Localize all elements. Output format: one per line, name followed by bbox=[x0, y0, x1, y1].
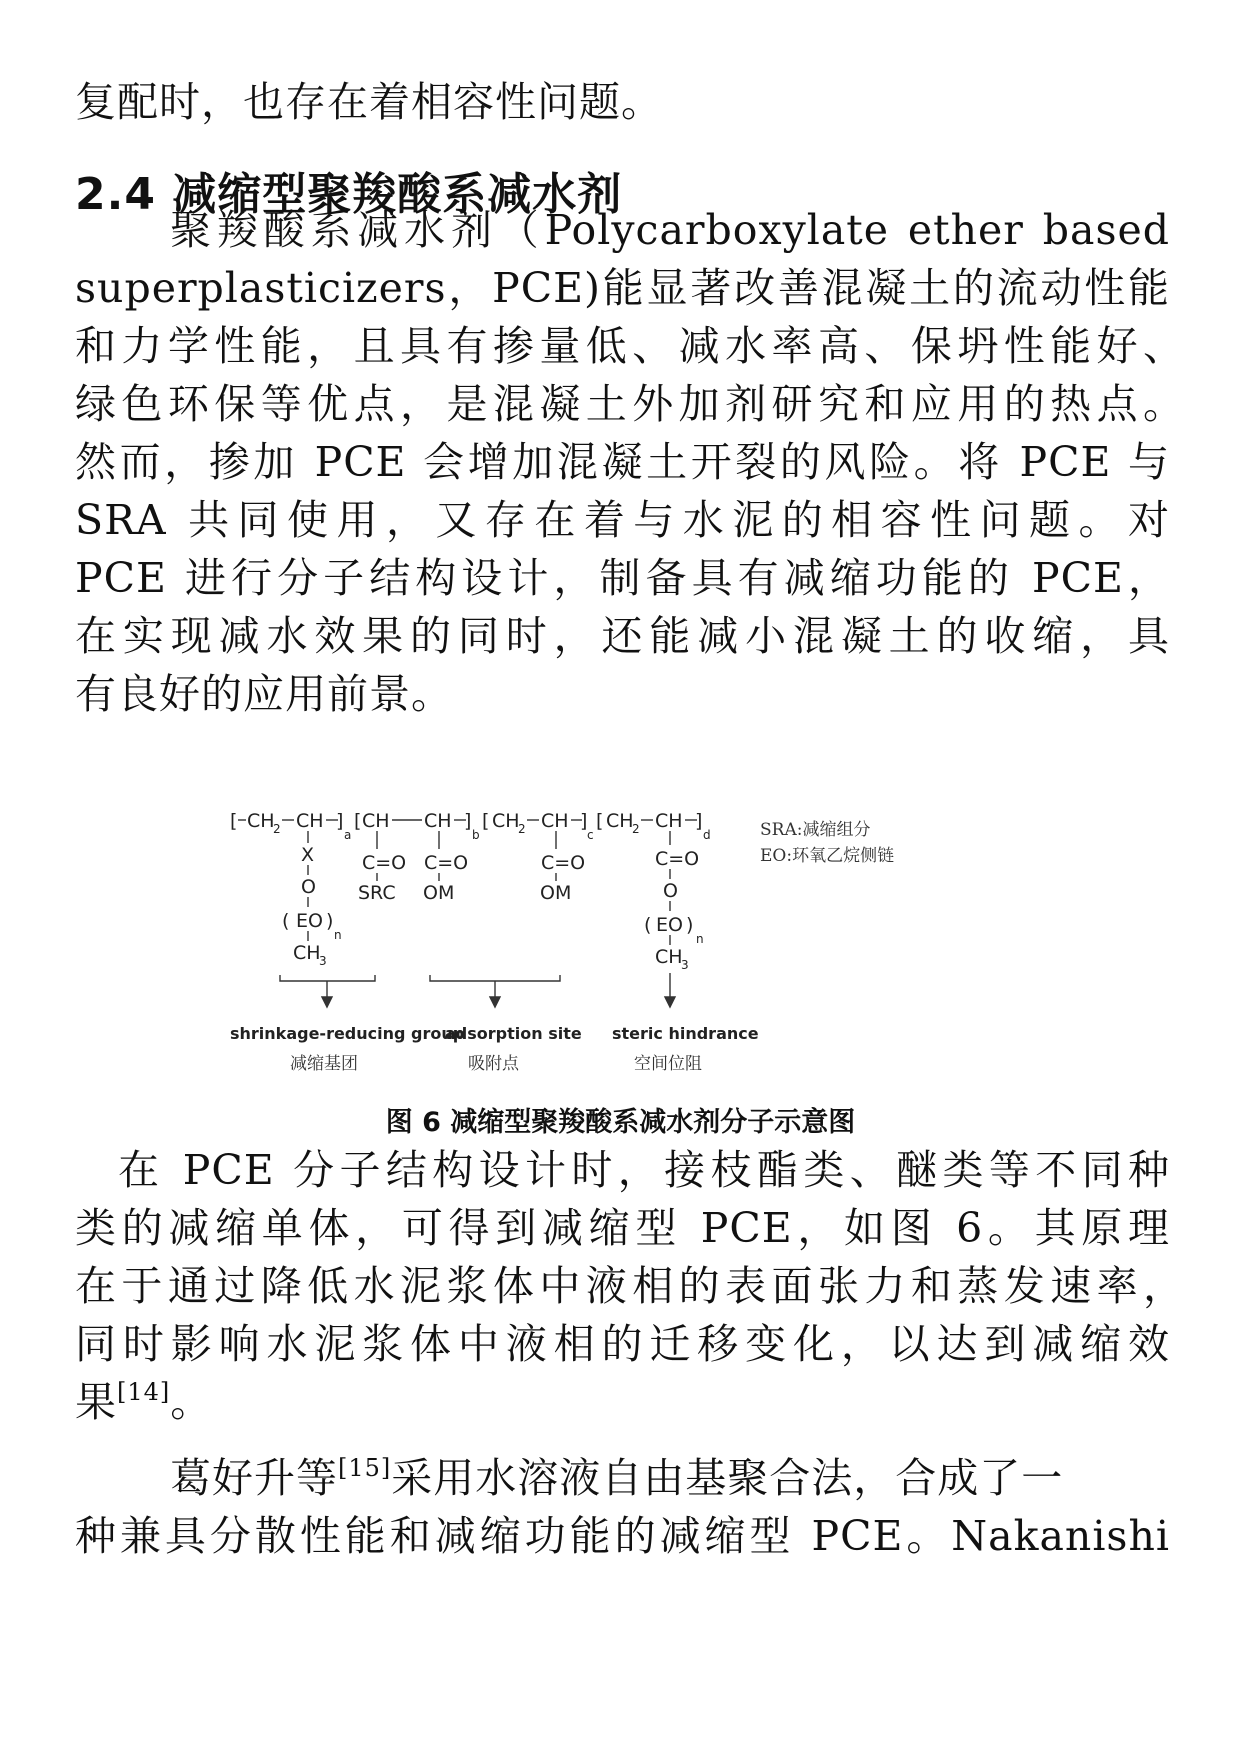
bracket-open: [ bbox=[354, 810, 362, 832]
text-line: 在 PCE 分子结构设计时，接枝酯类、醚类等不同种 bbox=[118, 1146, 1170, 1194]
text-line: PCE 进行分子结构设计，制备具有减缩功能的 PCE， bbox=[75, 554, 1170, 602]
group-label-en: adsorption site bbox=[445, 1024, 582, 1043]
sub-label: 2 bbox=[518, 822, 526, 836]
molecule-figure bbox=[230, 805, 1030, 1095]
om-label: OM bbox=[423, 882, 455, 904]
bracket-open: [ bbox=[230, 810, 238, 832]
sub-label: 2 bbox=[632, 822, 640, 836]
bracket-open: [ bbox=[596, 810, 604, 832]
paren: ) bbox=[686, 914, 694, 936]
bracket bbox=[430, 975, 560, 981]
bracket-open: [ bbox=[482, 810, 490, 832]
sub-label: 3 bbox=[319, 954, 327, 968]
x-label: X bbox=[301, 844, 315, 866]
sub-label: 3 bbox=[681, 958, 689, 972]
o-label: O bbox=[663, 880, 678, 902]
group-label-zh: 吸附点 bbox=[468, 1054, 519, 1074]
text-line: 绿色环保等优点，是混凝土外加剂研究和应用的热点。 bbox=[75, 380, 1185, 428]
co-label: C=O bbox=[424, 852, 469, 874]
subscript-d: d bbox=[703, 828, 711, 842]
n-label: n bbox=[696, 932, 704, 946]
section-heading: 2.4 减缩型聚羧酸系减水剂 bbox=[75, 169, 623, 220]
text-line bbox=[75, 1372, 1170, 1432]
subscript-b: b bbox=[472, 828, 480, 842]
subscript-a: a bbox=[344, 828, 352, 842]
subscript-c: c bbox=[587, 828, 594, 842]
text-line: 有良好的应用前景。 bbox=[75, 670, 453, 718]
eo-label: EO bbox=[656, 914, 683, 936]
citation: [14] bbox=[117, 1378, 171, 1406]
sub-label: 2 bbox=[273, 822, 281, 836]
side-chain-a bbox=[282, 831, 342, 968]
side-chain-d bbox=[644, 831, 704, 972]
text-line: 和力学性能，且具有掺量低、减水率高、保坍性能好、 bbox=[75, 322, 1185, 370]
legend-sra-text: SRA:减缩组分 bbox=[760, 820, 871, 840]
o-label: O bbox=[301, 876, 316, 898]
eo-label: EO bbox=[296, 910, 323, 932]
text-line: 类的减缩单体，可得到减缩型 PCE，如图 6。其原理 bbox=[75, 1204, 1170, 1252]
ch-label: CH bbox=[424, 810, 452, 832]
side-chain-b2 bbox=[423, 831, 468, 904]
bracket bbox=[280, 975, 375, 981]
text-line: 在实现减水效果的同时，还能减小混凝土的收缩，具 bbox=[75, 612, 1170, 660]
ch3-label: CH bbox=[293, 942, 321, 964]
arrow-head bbox=[665, 997, 675, 1007]
text-line: 复配时，也存在着相容性问题。 bbox=[75, 78, 663, 126]
ch-label: CH bbox=[296, 810, 324, 832]
text-line: 同时影响水泥浆体中液相的迁移变化，以达到减缩效 bbox=[75, 1320, 1170, 1368]
text-span: 。 bbox=[170, 1378, 213, 1426]
bracket-close: ] bbox=[580, 810, 588, 832]
src-label: SRC bbox=[358, 882, 396, 904]
text-line: superplasticizers，PCE)能显著改善混凝土的流动性能 bbox=[75, 264, 1170, 312]
co-label: C=O bbox=[541, 852, 586, 874]
bracket-close: ] bbox=[464, 810, 472, 832]
arrow-head bbox=[322, 997, 332, 1007]
text-line: 在于通过降低水泥浆体中液相的表面张力和蒸发速率， bbox=[75, 1262, 1185, 1310]
group-label-zh: 空间位阻 bbox=[634, 1054, 702, 1074]
arrow-head bbox=[490, 997, 500, 1007]
ch-label: CH bbox=[362, 810, 390, 832]
text-line: 然而，掺加 PCE 会增加混凝土开裂的风险。将 PCE 与 bbox=[75, 438, 1170, 486]
n-label: n bbox=[334, 928, 342, 942]
paren: ) bbox=[326, 910, 334, 932]
text-line bbox=[170, 1448, 1170, 1508]
polymer-backbone bbox=[230, 810, 711, 842]
bracket-close: ] bbox=[336, 810, 344, 832]
citation: [15] bbox=[338, 1454, 392, 1482]
group-label-zh: 减缩基团 bbox=[290, 1054, 358, 1074]
group-brackets bbox=[280, 973, 675, 1007]
om-label: OM bbox=[540, 882, 572, 904]
ch-label: CH bbox=[655, 810, 683, 832]
paren: ( bbox=[282, 910, 290, 932]
ch-label: CH bbox=[541, 810, 569, 832]
ch3-label: CH bbox=[655, 946, 683, 968]
text-span: 果 bbox=[75, 1378, 117, 1426]
bracket-close: ] bbox=[695, 810, 703, 832]
group-label-en: steric hindrance bbox=[612, 1024, 759, 1043]
figure-caption: 图 6 减缩型聚羧酸系减水剂分子示意图 bbox=[385, 1107, 856, 1138]
text-line: 聚羧酸系减水剂（Polycarboxylate ether based bbox=[170, 206, 1170, 254]
text-line: 种兼具分散性能和减缩功能的减缩型 PCE。Nakanishi bbox=[75, 1512, 1170, 1560]
ch2-label: CH bbox=[247, 810, 275, 832]
text-line: SRA 共同使用，又存在着与水泥的相容性问题。对 bbox=[75, 496, 1170, 544]
co-label: C=O bbox=[362, 852, 407, 874]
co-label: C=O bbox=[655, 848, 700, 870]
side-chain-c bbox=[540, 831, 585, 904]
ch2-label: CH bbox=[606, 810, 634, 832]
group-label-en: shrinkage-reducing group bbox=[230, 1024, 465, 1043]
side-chain-b1 bbox=[358, 831, 406, 904]
text-span: 葛好升等 bbox=[170, 1454, 338, 1502]
legend-eo-text: EO:环氧乙烷侧链 bbox=[760, 846, 895, 866]
ch2-label: CH bbox=[492, 810, 520, 832]
text-span: 采用水溶液自由基聚合法，合成了一 bbox=[391, 1454, 1064, 1502]
paren: ( bbox=[644, 914, 652, 936]
